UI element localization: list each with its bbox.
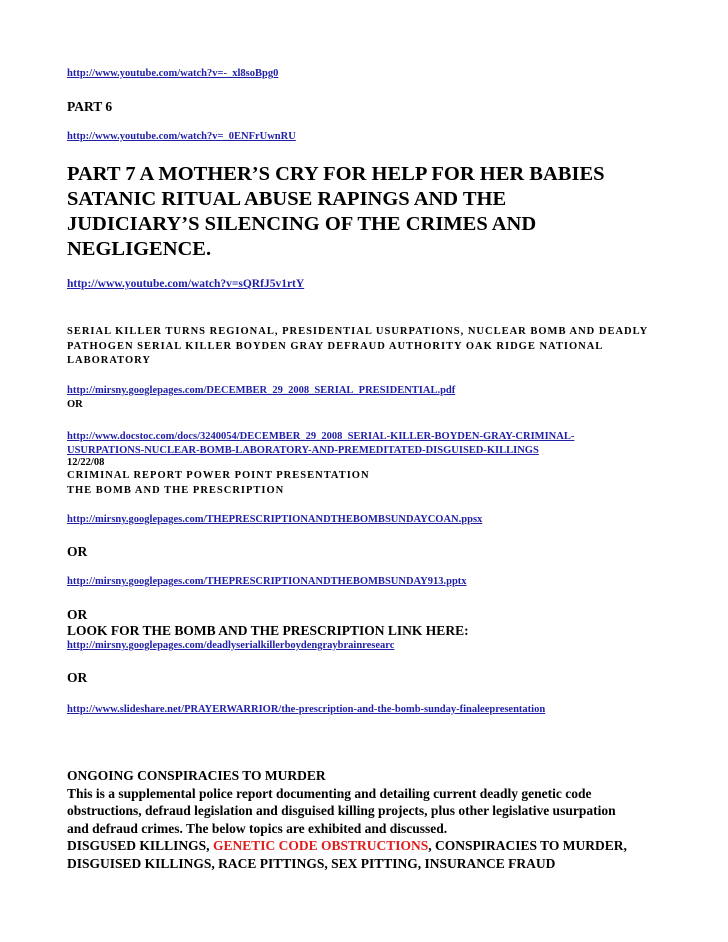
- youtube-link-3[interactable]: http://www.youtube.com/watch?v=sQRfJ5v1rtY: [67, 278, 305, 290]
- ppsx-link[interactable]: http://mirsny.googlepages.com/THEPRESCRIPTIONANDTHEBOMBSUNDAYCOAN.ppsx: [67, 514, 483, 525]
- presidential-pdf-link[interactable]: http://mirsny.googlepages.com/DECEMBER_29_2008_SERIAL_PRESIDENTIAL.pdf: [67, 385, 456, 396]
- serial-line: SERIAL KILLER TURNS REGIONAL, PRESIDENTIAL USURPATIONS, NUCLEAR BOMB AND DEADLY: [67, 326, 649, 337]
- pptx-link[interactable]: http://mirsny.googlepages.com/THEPRESCRIPTIONANDTHEBOMBSUNDAY913.pptx: [67, 576, 467, 587]
- or-label: OR: [67, 544, 88, 559]
- serial-line: PATHOGEN SERIAL KILLER BOYDEN GRAY DEFRAUD AUTHORITY OAK RIDGE NATIONAL: [67, 340, 604, 352]
- date: 12/22/08: [67, 457, 105, 468]
- part6-heading: PART 6: [67, 99, 113, 114]
- ongoing-line: and defraud crimes. The below topics are exhibited and discussed.: [67, 820, 448, 836]
- topics-text: , CONSPIRACIES TO MURDER,: [428, 838, 627, 853]
- ongoing-line: obstructions, defraud legislation and disguised killing projects, plus other legislative usurpation: [67, 803, 616, 818]
- youtube-link-2[interactable]: http://www.youtube.com/watch?v=_0ENFrUwnRU: [67, 131, 296, 142]
- topics-text: DISGUSED KILLINGS,: [67, 838, 213, 853]
- part7-line: PART 7 A MOTHER’S CRY FOR HELP FOR HER BABIES: [67, 163, 605, 185]
- youtube-link-1[interactable]: http://www.youtube.com/watch?v=-_xl8soBpg0: [67, 68, 279, 79]
- part7-line: SATANIC RITUAL ABUSE RAPINGS AND THE: [67, 188, 507, 210]
- ongoing-line: This is a supplemental police report documenting and detailing current deadly genetic code: [67, 785, 592, 801]
- docstoc-link[interactable]: [67, 430, 574, 457]
- docstoc-link-line: http://www.docstoc.com/docs/3240054/DECEMBER_29_2008_SERIAL-KILLER-BOYDEN-GRAY-CRIMINAL-: [67, 431, 575, 442]
- part7-heading: [67, 162, 605, 262]
- bomb-prescription-title: THE BOMB AND THE PRESCRIPTION: [67, 485, 285, 496]
- docstoc-link-line: USURPATIONS-NUCLEAR-BOMB-LABORATORY-AND-PREMEDITATED-DISGUISED-KILLINGS: [67, 444, 539, 456]
- ongoing-heading: ONGOING CONSPIRACIES TO MURDER: [67, 768, 326, 783]
- look-for-label: LOOK FOR THE BOMB AND THE PRESCRIPTION LINK HERE:: [67, 623, 469, 638]
- or-small: OR: [67, 399, 83, 410]
- ongoing-section: [67, 767, 627, 872]
- part7-line: JUDICIARY’S SILENCING OF THE CRIMES AND: [67, 213, 537, 235]
- criminal-report-title: CRIMINAL REPORT POWER POINT PRESENTATION: [67, 470, 370, 481]
- or-label: OR: [67, 670, 88, 685]
- slideshare-link[interactable]: http://www.slideshare.net/PRAYERWARRIOR/the-prescription-and-the-bomb-sunday-finaleepresentation: [67, 704, 546, 715]
- genetic-code-highlight: GENETIC CODE OBSTRUCTIONS: [212, 838, 429, 853]
- topics-line: [67, 837, 627, 855]
- brain-research-link[interactable]: http://mirsny.googlepages.com/deadlyserialkillerboydengraybrainresearc: [67, 640, 395, 651]
- serial-line: LABORATORY: [67, 355, 151, 366]
- part7-line: NEGLIGENCE.: [67, 238, 212, 260]
- or-label: OR: [67, 607, 88, 622]
- topics-line: DISGUISED KILLINGS, RACE PITTINGS, SEX PITTING, INSURANCE FRAUD: [67, 855, 556, 871]
- serial-killer-heading: [67, 325, 648, 369]
